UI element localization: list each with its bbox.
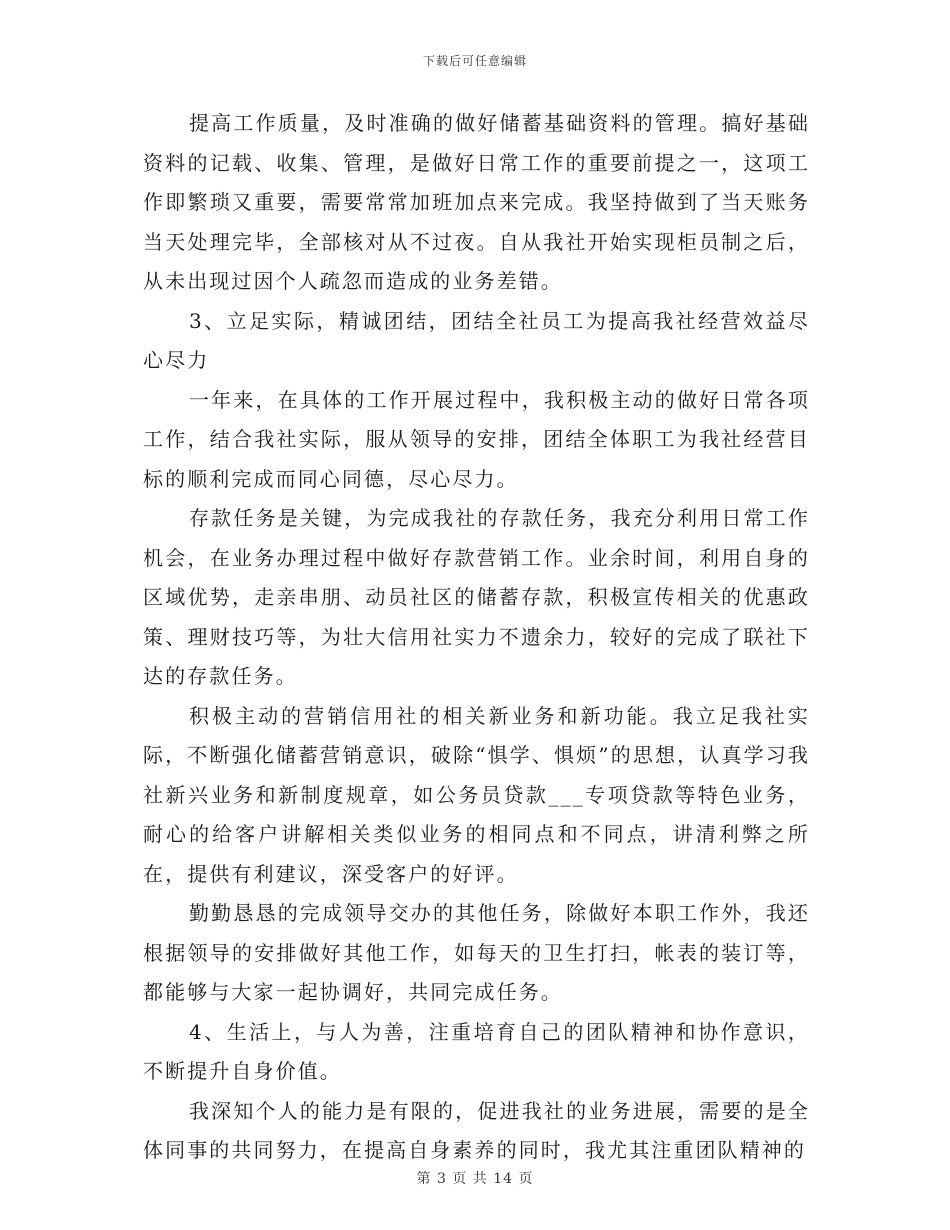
- paragraph: 存款任务是关键，为完成我社的存款任务，我充分利用日常工作机会，在业务办理过程中做好存款营销工作。业余时间，利用自身的区域优势，走亲串朋、动员社区的储蓄存款，积极宣传相关的优惠政策、理财技巧等，为壮大信用社实力不遗余力，较好的完成了联社下达的存款任务。: [143, 506, 810, 688]
- paragraph: 一年来，在具体的工作开展过程中，我积极主动的做好日常各项工作，结合我社实际，服从领导的安排，团结全体职工为我社经营目标的顺利完成而同心同德，尽心尽力。: [143, 387, 810, 491]
- paragraph: 勤勤恳恳的完成领导交办的其他任务，除做好本职工作外，我还根据领导的安排做好其他工作，如每天的卫生打扫，帐表的装订等，都能够与大家一起协调好，共同完成任务。: [143, 901, 810, 1004]
- section-heading: 4、生活上，与人为善，注重培育自己的团队精神和协作意识，不断提升自身价值。: [143, 1019, 810, 1083]
- paragraph: 提高工作质量，及时准确的做好储蓄基础资料的管理。搞好基础资料的记载、收集、管理，是做好日常工作的重要前提之一，这项工作即繁琐又重要，需要常常加班加点来完成。我坚持做到了当天账务当天处理完毕，全部核对从不过夜。自从我社开始实现柜员制之后，从未出现过因个人疏忽而造成的业务差错。: [143, 111, 810, 293]
- document-body: [143, 104, 810, 1171]
- paragraph: 我深知个人的能力是有限的，促进我社的业务进展，需要的是全体同事的共同努力，在提高自身素养的同时，我尤其注重团队精神的: [143, 1098, 810, 1162]
- page-number: 第 3 页 共 14 页: [416, 1171, 534, 1187]
- paragraph: 积极主动的营销信用社的相关新业务和新功能。我立足我社实际，不断强化储蓄营销意识，破除“惧学、惧烦”的思想，认真学习我社新兴业务和新制度规章，如公务员贷款___专项贷款等特色业务，耐心的给客户讲解相关类似业务的相同点和不同点，讲清利弊之所在，提供有利建议，深受客户的好评。: [143, 703, 810, 886]
- page-header: 下载后可任意编辑: [422, 54, 527, 68]
- section-heading: 3、立足实际，精诚团结，团结全社员工为提高我社经营效益尽心尽力: [143, 308, 810, 372]
